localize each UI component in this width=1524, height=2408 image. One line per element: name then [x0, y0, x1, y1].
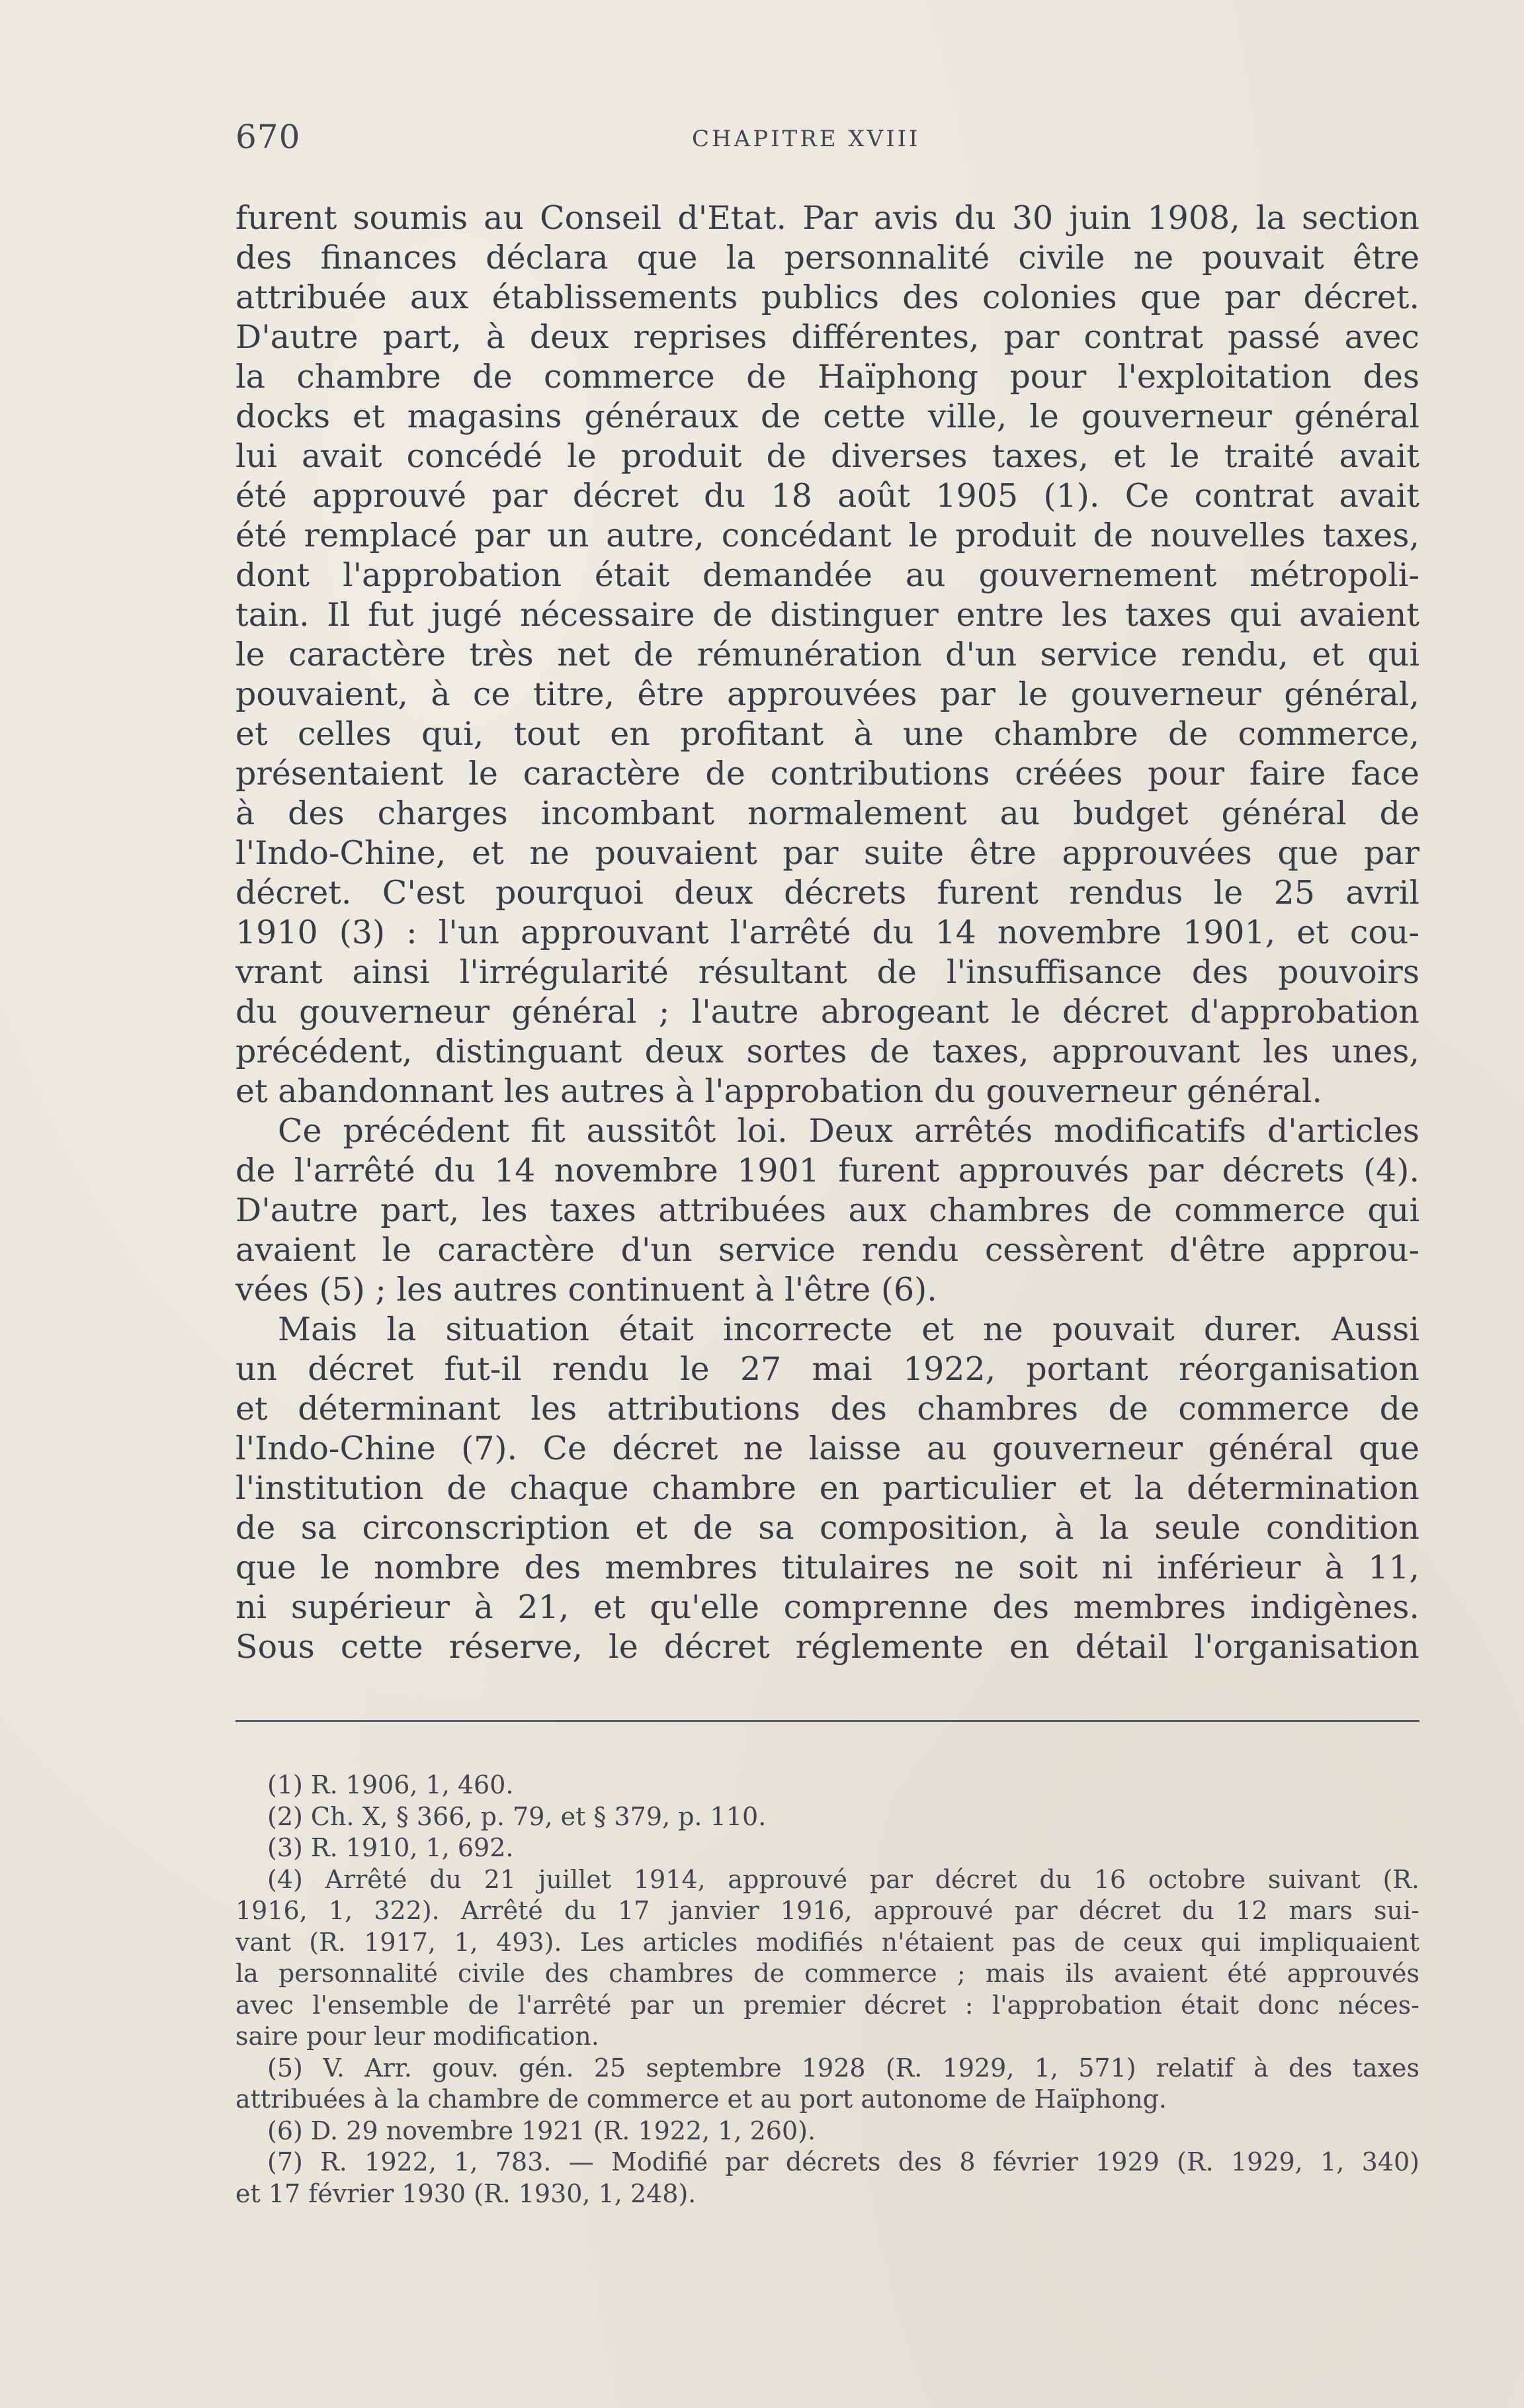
- footnote-4-cont: la personnalité civile des chambres de commerce ; mais ils avaient été approuvés: [235, 1959, 1419, 1988]
- body-line: ni supérieur à 21, et qu'elle comprenne des membres indigènes.: [235, 1588, 1419, 1626]
- footnote-2: (2) Ch. X, § 366, p. 79, et § 379, p. 110.: [267, 1801, 767, 1831]
- footnote-5-cont: attribuées à la chambre de commerce et au port autonome de Haïphong.: [235, 2085, 1167, 2114]
- body-line: précédent, distinguant deux sortes de taxes, approuvant les unes,: [235, 1033, 1419, 1070]
- body-line: un décret fut-il rendu le 27 mai 1922, portant réorganisation: [235, 1350, 1419, 1388]
- body-text: [235, 198, 1419, 1667]
- body-line: vées (5) ; les autres continuent à l'être (6).: [235, 1271, 937, 1309]
- footnote-4-cont: saire pour leur modification.: [235, 2022, 599, 2051]
- body-line: 1910 (3) : l'un approuvant l'arrêté du 14 novembre 1901, et cou-: [235, 914, 1419, 951]
- body-line: à des charges incombant normalement au budget général de: [235, 795, 1419, 832]
- body-line: D'autre part, les taxes attribuées aux chambres de commerce qui: [235, 1191, 1419, 1229]
- body-line: lui avait concédé le produit de diverses taxes, et le traité avait: [235, 437, 1419, 475]
- body-line: docks et magasins généraux de cette ville, le gouverneur général: [235, 398, 1419, 435]
- body-line: furent soumis au Conseil d'Etat. Par avis du 30 juin 1908, la section: [235, 199, 1419, 237]
- footnote-4-cont: avec l'ensemble de l'arrêté par un premier décret : l'approbation était donc néces-: [235, 1990, 1419, 2020]
- footnote-1: (1) R. 1906, 1, 460.: [267, 1770, 514, 1799]
- page-number: 670: [235, 118, 301, 156]
- footnote-5: (5) V. Arr. gouv. gén. 25 septembre 1928 (R. 1929, 1, 571) relatif à des taxes: [267, 2053, 1419, 2083]
- body-line: été remplacé par un autre, concédant le produit de nouvelles taxes,: [235, 517, 1419, 554]
- page-header: [235, 118, 1419, 160]
- body-line: vrant ainsi l'irrégularité résultant de l'insuffisance des pouvoirs: [235, 953, 1419, 991]
- body-line: dont l'approbation était demandée au gouvernement métropoli-: [235, 556, 1419, 594]
- body-line: Sous cette réserve, le décret réglemente en détail l'organisation: [235, 1628, 1419, 1666]
- body-line: été approuvé par décret du 18 août 1905 (1). Ce contrat avait: [235, 477, 1419, 515]
- body-line: l'institution de chaque chambre en particulier et la détermination: [235, 1469, 1419, 1507]
- body-line: du gouverneur général ; l'autre abrogeant le décret d'approbation: [235, 993, 1419, 1031]
- body-line: et celles qui, tout en profitant à une chambre de commerce,: [235, 715, 1419, 753]
- body-line: et abandonnant les autres à l'approbation du gouverneur général.: [235, 1072, 1322, 1110]
- body-line: de l'arrêté du 14 novembre 1901 furent approuvés par décrets (4).: [235, 1152, 1419, 1189]
- body-line: l'Indo-Chine (7). Ce décret ne laisse au gouverneur général que: [235, 1430, 1419, 1467]
- body-line: de sa circonscription et de sa composition, à la seule condition: [235, 1509, 1419, 1547]
- paragraph-start: Ce précédent fit aussitôt loi. Deux arrêtés modificatifs d'articles: [278, 1112, 1419, 1150]
- body-line: et déterminant les attributions des chambres de commerce de: [235, 1390, 1419, 1428]
- body-line: la chambre de commerce de Haïphong pour l'exploitation des: [235, 358, 1419, 396]
- footnote-4-cont: 1916, 1, 322). Arrêté du 17 janvier 1916, approuvé par décret du 12 mars sui-: [235, 1896, 1419, 1925]
- body-line: attribuée aux établissements publics des colonies que par décret.: [235, 279, 1419, 316]
- body-line: D'autre part, à deux reprises différentes, par contrat passé avec: [235, 318, 1419, 356]
- body-line: des finances déclara que la personnalité civile ne pouvait être: [235, 239, 1419, 277]
- footnote-7-cont: et 17 février 1930 (R. 1930, 1, 248).: [235, 2178, 697, 2208]
- footnote-7: (7) R. 1922, 1, 783. — Modifié par décrets des 8 février 1929 (R. 1929, 1, 340): [267, 2147, 1419, 2176]
- footnote-3: (3) R. 1910, 1, 692.: [267, 1833, 514, 1862]
- body-line: avaient le caractère d'un service rendu cessèrent d'être approu-: [235, 1231, 1419, 1269]
- footnotes: [235, 1770, 1419, 2210]
- body-line: pouvaient, à ce titre, être approuvées par le gouverneur général,: [235, 675, 1419, 713]
- body-line: que le nombre des membres titulaires ne soit ni inférieur à 11,: [235, 1549, 1419, 1586]
- paragraph-start: Mais la situation était incorrecte et ne pouvait durer. Aussi: [278, 1311, 1419, 1348]
- body-line: tain. Il fut jugé nécessaire de distinguer entre les taxes qui avaient: [235, 596, 1419, 634]
- body-line: l'Indo-Chine, et ne pouvaient par suite être approuvées que par: [235, 834, 1419, 872]
- footnote-4-cont: vant (R. 1917, 1, 493). Les articles modifiés n'étaient pas de ceux qui impliquaient: [235, 1927, 1419, 1957]
- footnote-6: (6) D. 29 novembre 1921 (R. 1922, 1, 260).: [267, 2116, 816, 2145]
- body-line: présentaient le caractère de contributions créées pour faire face: [235, 755, 1419, 793]
- body-line: le caractère très net de rémunération d'un service rendu, et qui: [235, 636, 1419, 673]
- body-line: décret. C'est pourquoi deux décrets furent rendus le 25 avril: [235, 874, 1419, 912]
- running-title: CHAPITRE XVIII: [692, 126, 921, 152]
- footnote-4: (4) Arrêté du 21 juillet 1914, approuvé par décret du 16 octobre suivant (R.: [267, 1864, 1419, 1894]
- footnote-divider: [235, 1720, 1419, 1722]
